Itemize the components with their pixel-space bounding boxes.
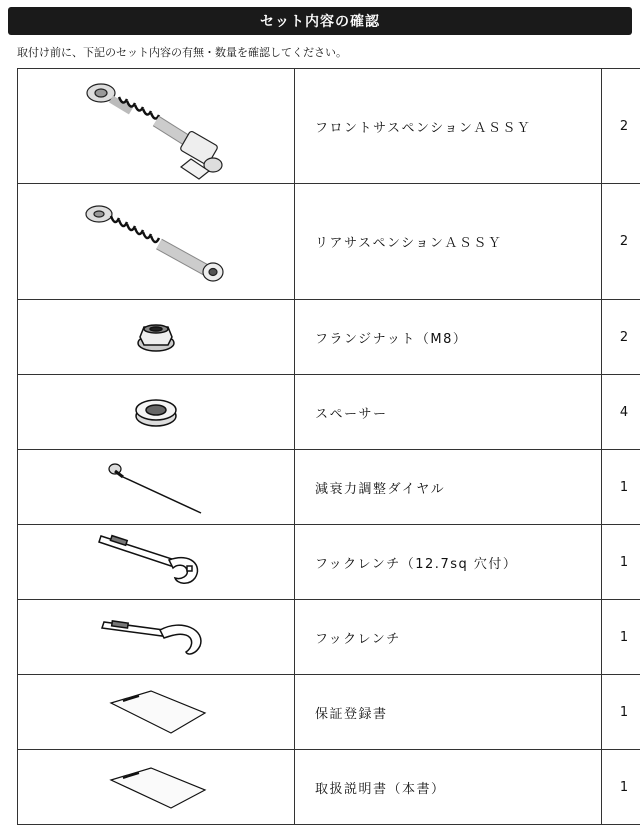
warranty-card-icon: [101, 687, 211, 737]
table-row: [18, 525, 640, 600]
item-name: フックレンチ（12.7sq 穴付）: [295, 525, 602, 600]
item-qty: 1: [602, 600, 640, 675]
front-suspension-assy-icon: [71, 71, 241, 181]
table-row: [18, 184, 640, 300]
item-qty: 1: [602, 750, 640, 825]
item-qty: 1: [602, 525, 640, 600]
item-name: フランジナット（M8）: [295, 300, 602, 375]
table-row: [18, 750, 640, 825]
intro-text: 取付け前に、下記のセット内容の有無・数量を確認してください。: [17, 46, 347, 59]
table-row: [18, 450, 640, 525]
damping-dial-icon: [101, 457, 211, 517]
item-qty: 1: [602, 450, 640, 525]
table-row: [18, 600, 640, 675]
item-name: 減衰力調整ダイヤル: [295, 450, 602, 525]
item-qty: 2: [602, 300, 640, 375]
table-row: [18, 675, 640, 750]
item-qty: 2: [602, 184, 640, 300]
parts-table: [17, 68, 640, 825]
table-row: [18, 69, 640, 184]
instruction-manual-icon: [101, 762, 211, 812]
item-name: 取扱説明書（本書）: [295, 750, 602, 825]
item-name: スペーサー: [295, 375, 602, 450]
item-qty: 2: [602, 69, 640, 184]
table-row: [18, 375, 640, 450]
flange-nut-icon: [126, 317, 186, 357]
hook-wrench-square-hole-icon: [91, 532, 221, 592]
item-name: リアサスペンションＡＳＳＹ: [295, 184, 602, 300]
item-name: フックレンチ: [295, 600, 602, 675]
rear-suspension-assy-icon: [71, 192, 241, 292]
section-title: セット内容の確認: [260, 14, 380, 30]
item-qty: 1: [602, 675, 640, 750]
section-header: [8, 7, 632, 35]
item-qty: 4: [602, 375, 640, 450]
hook-wrench-icon: [96, 612, 216, 662]
item-name: フロントサスペンションＡＳＳＹ: [295, 69, 602, 184]
spacer-icon: [126, 392, 186, 432]
item-name: 保証登録書: [295, 675, 602, 750]
table-row: [18, 300, 640, 375]
